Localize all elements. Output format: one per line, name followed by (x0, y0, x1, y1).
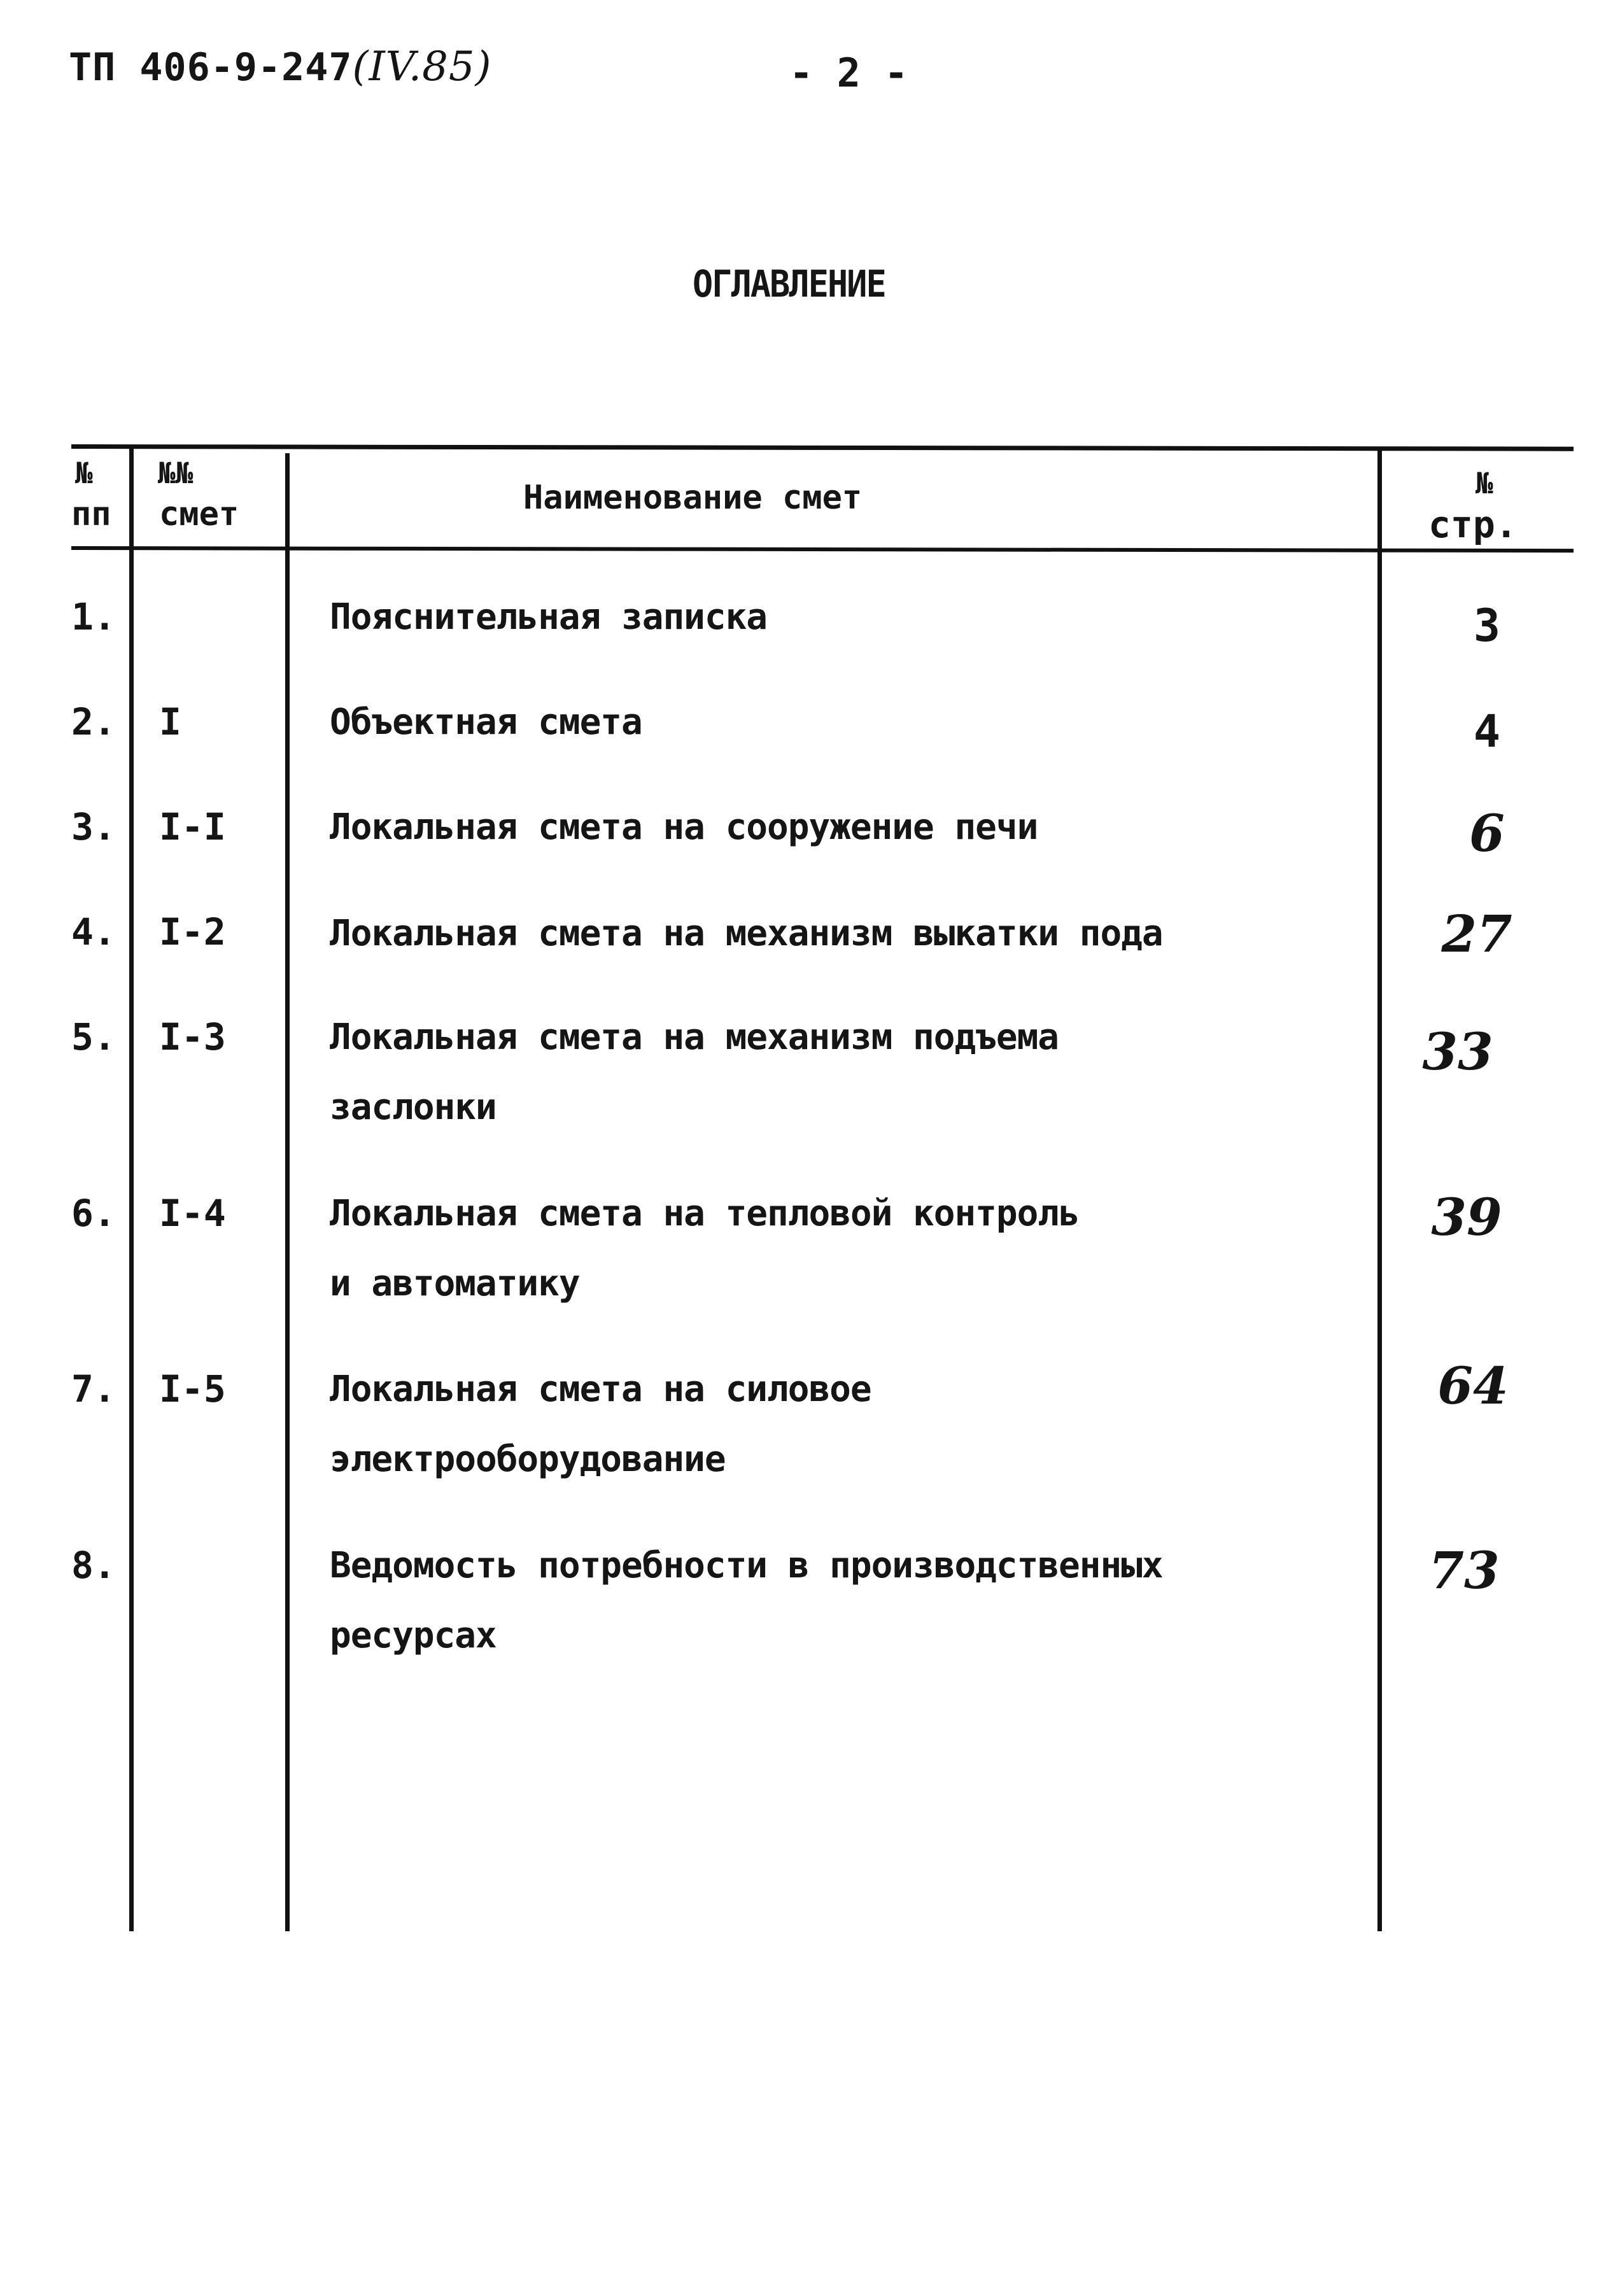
row-estimate-code: I-4 (159, 1192, 226, 1235)
row-estimate-code: I-2 (159, 910, 226, 954)
page-number: - 2 - (789, 50, 908, 96)
row-title: Объектная смета (330, 701, 642, 743)
document-code-handwritten: (IV.85) (352, 43, 492, 90)
row-title: Ведомость потребности в производственных ресурсах (330, 1545, 1163, 1656)
row-number: 7. (71, 1367, 116, 1411)
row-title: Локальная смета на механизм выкатки пода (330, 913, 1163, 954)
column-divider-2 (285, 453, 290, 1931)
row-page: 73 (1428, 1540, 1500, 1600)
row-number: 4. (71, 910, 116, 954)
top-rule (71, 444, 1574, 451)
column-divider-1 (129, 448, 134, 1931)
row-title: Локальная смета на сооружение печи (330, 806, 1038, 848)
column-header-page-symbol: № (1476, 466, 1493, 500)
row-title: Локальная смета на тепловой контроль и автоматику (330, 1193, 1080, 1304)
row-estimate-code: I-I (159, 805, 226, 849)
column-header-page-label: стр. (1428, 503, 1518, 546)
column-header-code-symbol: №№ (158, 456, 194, 490)
row-page: 4 (1473, 705, 1501, 757)
row-number: 3. (71, 805, 116, 849)
row-number: 6. (71, 1192, 116, 1235)
table-of-contents-title: ОГЛАВЛЕНИЕ (693, 262, 885, 306)
document-code (69, 43, 492, 90)
column-divider-3 (1377, 449, 1382, 1931)
row-page: 6 (1469, 803, 1505, 863)
row-estimate-code: I-3 (159, 1015, 226, 1059)
row-number: 2. (71, 700, 116, 743)
row-estimate-code: I (159, 700, 181, 743)
row-page: 64 (1437, 1356, 1509, 1416)
column-header-name: Наименование смет (523, 479, 863, 517)
row-number: 5. (71, 1015, 116, 1059)
row-estimate-code: I-5 (159, 1367, 226, 1411)
column-header-num-label: пп (71, 495, 111, 533)
header-rule (71, 546, 1574, 553)
row-page: 27 (1441, 904, 1512, 964)
column-header-code-label: смет (159, 495, 239, 533)
row-number: 8. (71, 1544, 116, 1587)
column-header-num-symbol: № (75, 456, 93, 490)
row-page: 3 (1473, 600, 1501, 652)
document-code-text: ТП 406-9-247 (69, 45, 353, 90)
row-number: 1. (71, 595, 116, 638)
row-title: Локальная смета на механизм подъема заслонки (330, 1017, 1059, 1128)
row-title: Пояснительная записка (330, 596, 768, 638)
row-page: 33 (1422, 1022, 1493, 1081)
row-title: Локальная смета на силовое электрооборудование (330, 1369, 871, 1480)
row-page: 39 (1431, 1187, 1502, 1247)
